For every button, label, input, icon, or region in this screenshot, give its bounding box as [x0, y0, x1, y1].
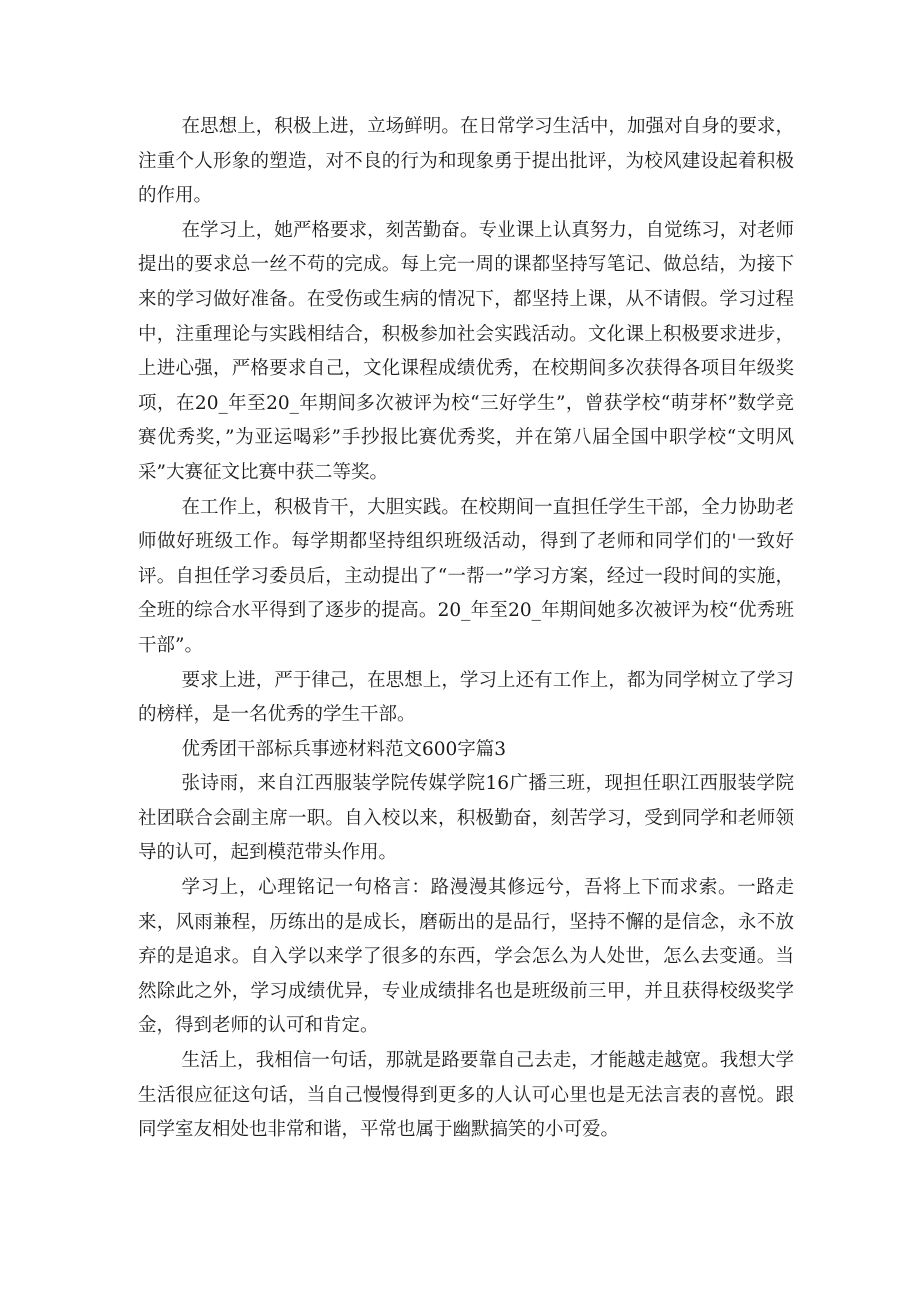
- paragraph-summary: 要求上进，严于律己，在思想上，学习上还有工作上，都为同学树立了学习的榜样，是一名优秀的学生干部。: [138, 669, 794, 726]
- paragraph-work: 在工作上，积极肯干，大胆实践。在校期间一直担任学生干部，全力协助老师做好班级工作。每学期都坚持组织班级活动，得到了老师和同学们的'一致好评。自担任学习委员后，主动提出了“一帮一”学习方案，经过一段时间的实施，全班的综合水平得到了逐步的提高。20_年至20_年期间她多次被评为校“优秀班干部”。: [138, 496, 794, 656]
- section-heading: 优秀团干部标兵事迹材料范文600字篇3: [181, 738, 507, 760]
- paragraph-life: 生活上，我相信一句话，那就是路要靠自己去走，才能越走越宽。我想大学生活很应征这句话，当自己慢慢得到更多的人认可心里也是无法言表的喜悦。跟同学室友相处也非常和谐，平常也属于幽默搞笑的小可爱。: [138, 1050, 794, 1141]
- paragraph-intro: 张诗雨，来自江西服装学院传媒学院16广播三班，现担任职江西服装学院社团联合会副主席一职。自入校以来，积极勤奋，刻苦学习，受到同学和老师领导的认可，起到模范带头作用。: [138, 773, 794, 864]
- paragraph-thought: 在思想上，积极上进，立场鲜明。在日常学习生活中，加强对自身的要求，注重个人形象的塑造，对不良的行为和现象勇于提出批评，为校风建设起着积极的作用。: [138, 116, 794, 207]
- paragraph-study: 在学习上，她严格要求，刻苦勤奋。专业课上认真努力，自觉练习，对老师提出的要求总一丝不苟的完成。每上完一周的课都坚持写笔记、做总结，为接下来的学习做好准备。在受伤或生病的情况下，都坚持上课，从不请假。学习过程中，注重理论与实践相结合，积极参加社会实践活动。文化课上积极要求进步，上进心强，严格要求自己，文化课程成绩优秀，在校期间多次获得各项目年级奖项，在20_年至20_年期间多次被评为校“三好学生”，曾获学校“萌芽杯”数学竞赛优秀奖，”为亚运喝彩”手抄报比赛优秀奖，并在第八届全国中职学校“文明风采”大赛征文比赛中获二等奖。: [138, 219, 794, 483]
- document-body: [138, 110, 794, 1148]
- paragraph-learning: 学习上，心理铭记一句格言：路漫漫其修远兮，吾将上下而求索。一路走来，风雨兼程，历练出的是成长，磨砺出的是品行，坚持不懈的是信念，永不放弃的是追求。自入学以来学了很多的东西，学会怎么为人处世，怎么去变通。当然除此之外，学习成绩优异，专业成绩排名也是班级前三甲，并且获得校级奖学金，得到老师的认可和肯定。: [138, 877, 794, 1037]
